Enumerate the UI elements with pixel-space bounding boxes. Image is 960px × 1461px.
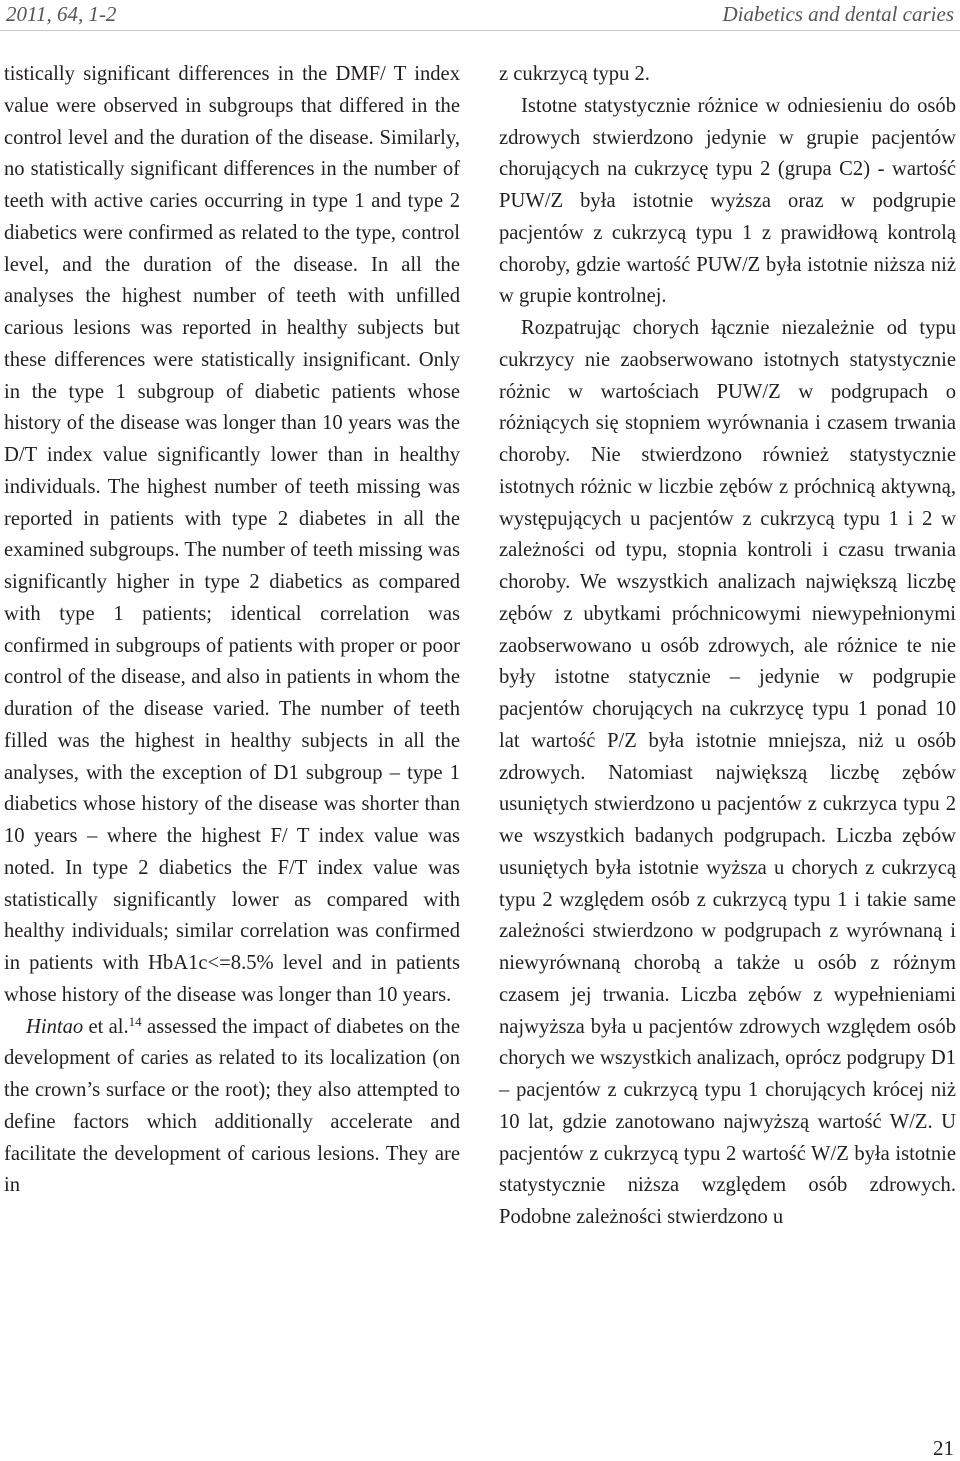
running-title: Diabetics and dental caries [722, 2, 954, 26]
right-column [499, 59, 956, 1234]
right-paragraph-3: Rozpatrując chorych łącznie niezależnie od typu cukrzycy nie zaobserwowano istotnych statystycznie różnic w wartościach PUW/Z w podgrupach o różniących się stopniem wyrównania i czasem trwania choroby. Nie stwierdzono również statystycznie istotnych różnic w liczbie zębów z próchnicą aktywną, występujących u pacjentów z cukrzycą typu 1 i 2 w zależności od typu, stopnia kontroli i czasu trwania choroby. We wszystkich analizach największą liczbę zębów z ubytkami próchnicowymi niewypełnionymi zaobserwowano u osób zdrowych, ale różnice te nie były istotne statycznie – jedynie w podgrupie pacjentów chorujących na cukrzycę typu 1 ponad 10 lat wartość P/Z była istotnie mniejsza, niż u osób zdrowych. Natomiast największą liczbę zębów usuniętych stwierdzono u pacjentów z cukrzyca typu 2 we wszystkich badanych podgrupach. Liczba zębów usuniętych była istotnie wyższa u chorych z cukrzycą typu 2 względem osób z cukrzycą typu 1 i takie same zależności stwierdzono w podgrupach z wyrównaną i niewyrównaną chorobą a także u osób z różnym czasem jej trwania. Liczba zębów z wypełnieniami najwyższa była u pacjentów zdrowych względem osób chorych we wszystkich analizach, oprócz podgrupy D1 – pacjentów z cukrzycą typu 1 chorujących krócej niż 10 lat, gdzie zanotowano najwyższą wartość W/Z. U pacjentów z cukrzycą typu 2 wartość W/Z była istotnie statystycznie niższa względem osób zdrowych. Podobne zależności stwierdzono u [499, 317, 956, 1228]
right-paragraph-2: Istotne statystycznie różnice w odniesieniu do osób zdrowych stwierdzono jedynie w grupie pacjentów chorujących na cukrzycę typu 2 (grupa C2) - wartość PUW/Z była istotnie wyższa oraz w podgrupie pacjentów z cukrzycą typu 1 z prawidłową kontrolą choroby, gdzie wartość PUW/Z była istotnie niższa niż w grupie kontrolnej. [499, 94, 956, 308]
right-paragraph-1: z cukrzycą typu 2. [499, 63, 650, 85]
author-name: Hintao [26, 1015, 84, 1038]
reference-number: 14 [128, 1013, 142, 1029]
page-number: 21 [933, 1436, 954, 1460]
left-column [4, 59, 460, 1202]
journal-issue: 2011, 64, 1-2 [6, 2, 117, 26]
left-paragraph-2-text: assessed the impact of diabetes on the development of caries as related to its localization (on the crown’s surface or the root); they also attempted to define factors which additionally accelerate and facilitate the development of carious lesions. They are in [4, 1015, 460, 1197]
et-al: et al. [83, 1015, 129, 1038]
left-paragraph-1: tistically significant differences in the DMF/ T index value were observed in subgroups that differed in the control level and the duration of the disease. Similarly, no statistically significant differences in the number of teeth with active caries occurring in type 1 and type 2 diabetics were confirmed as related to the type, control level, and the duration of the disease. In all the analyses the highest number of teeth with unfilled carious lesions was reported in healthy subjects but these differences were statistically insignificant. Only in the type 1 subgroup of diabetic patients whose history of the disease was longer than 10 years was the D/T index value significantly lower than in healthy individuals. The highest number of teeth missing was reported in patients with type 2 diabetes in all the examined subgroups. The number of teeth missing was significantly higher in type 2 diabetics as compared with type 1 patients; identical correlation was confirmed in subgroups of patients with proper or poor control of the disease, and also in patients in whom the duration of the disease varied. The number of teeth filled was the highest in healthy subjects in all the analyses, with the exception of D1 subgroup – type 1 diabetics whose history of the disease was shorter than 10 years – where the highest F/ T index value was noted. In type 2 diabetics the F/T index value was statistically significantly lower as compared with healthy individuals; similar correlation was confirmed in patients with HbA1c<=8.5% level and in patients whose history of the disease was longer than 10 years. [4, 63, 460, 1006]
running-head [0, 0, 960, 31]
left-paragraph-2 [4, 1012, 460, 1203]
